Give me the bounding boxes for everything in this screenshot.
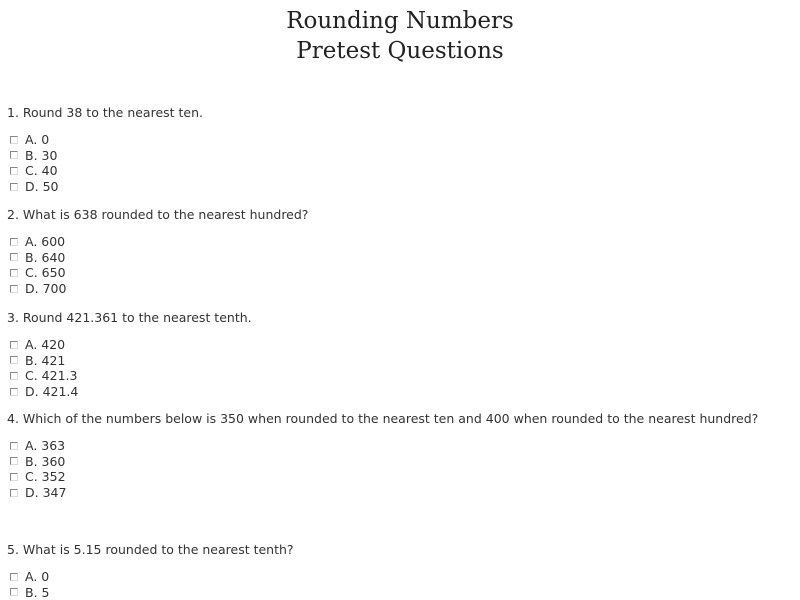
checkbox-icon[interactable] <box>10 573 18 581</box>
question-text: 2. What is 638 rounded to the nearest hundred? <box>7 207 309 222</box>
option-label: A. 420 <box>25 337 66 352</box>
checkbox-icon[interactable] <box>10 341 18 349</box>
checkbox-icon[interactable] <box>10 183 18 191</box>
answer-option[interactable] <box>7 454 787 470</box>
option-label: D. 700 <box>25 280 67 296</box>
option-label: D. 421.4 <box>25 383 79 399</box>
answer-option[interactable] <box>7 337 787 353</box>
answer-option[interactable] <box>7 265 787 281</box>
option-label: C. 421.3 <box>25 368 78 384</box>
option-label: A. 363 <box>25 438 66 453</box>
question-4 <box>7 411 787 500</box>
checkbox-icon[interactable] <box>10 473 18 481</box>
question-5 <box>7 542 787 600</box>
title-line-1: Rounding Numbers <box>286 8 514 34</box>
option-label: A. 0 <box>25 569 50 584</box>
title-line-2: Pretest Questions <box>296 38 504 64</box>
answer-option[interactable] <box>7 569 787 585</box>
answer-option[interactable] <box>7 163 787 179</box>
answer-option[interactable] <box>7 485 787 501</box>
checkbox-icon[interactable] <box>10 253 18 261</box>
option-label: B. 640 <box>25 249 66 265</box>
checkbox-icon[interactable] <box>10 238 18 246</box>
answer-options <box>7 438 787 500</box>
question-text: 5. What is 5.15 rounded to the nearest tenth? <box>7 542 294 557</box>
checkbox-icon[interactable] <box>10 388 18 396</box>
answer-option[interactable] <box>7 281 787 297</box>
checkbox-icon[interactable] <box>10 588 18 596</box>
option-label: D. 347 <box>25 484 67 500</box>
question-2 <box>7 207 787 296</box>
option-label: A. 0 <box>25 132 50 147</box>
question-text: 1. Round 38 to the nearest ten. <box>7 105 204 120</box>
answer-option[interactable] <box>7 384 787 400</box>
answer-option[interactable] <box>7 438 787 454</box>
option-label: A. 600 <box>25 234 66 249</box>
answer-option[interactable] <box>7 132 787 148</box>
checkbox-icon[interactable] <box>10 167 18 175</box>
checkbox-icon[interactable] <box>10 285 18 293</box>
option-label: C. 352 <box>25 469 66 485</box>
answer-option[interactable] <box>7 250 787 266</box>
option-label: C. 650 <box>25 265 66 281</box>
question-3 <box>7 310 787 399</box>
answer-option[interactable] <box>7 148 787 164</box>
answer-option[interactable] <box>7 469 787 485</box>
answer-option[interactable] <box>7 353 787 369</box>
checkbox-icon[interactable] <box>10 269 18 277</box>
option-label: B. 421 <box>25 352 66 368</box>
question-1 <box>7 105 787 194</box>
option-label: B. 360 <box>25 453 66 469</box>
checkbox-icon[interactable] <box>10 489 18 497</box>
answer-option[interactable] <box>7 585 787 600</box>
page-title <box>0 6 800 66</box>
answer-options <box>7 234 787 296</box>
checkbox-icon[interactable] <box>10 442 18 450</box>
checkbox-icon[interactable] <box>10 372 18 380</box>
option-label: C. 40 <box>25 163 58 179</box>
option-label: B. 5 <box>25 584 50 600</box>
option-label: B. 30 <box>25 147 58 163</box>
option-label: D. 50 <box>25 178 59 194</box>
answer-options <box>7 337 787 399</box>
question-text: 3. Round 421.361 to the nearest tenth. <box>7 310 252 325</box>
answer-option[interactable] <box>7 179 787 195</box>
question-text: 4. Which of the numbers below is 350 when rounded to the nearest ten and 400 when rounded to the nearest hundred? <box>7 411 759 426</box>
checkbox-icon[interactable] <box>10 457 18 465</box>
checkbox-icon[interactable] <box>10 136 18 144</box>
answer-options <box>7 132 787 194</box>
answer-option[interactable] <box>7 368 787 384</box>
checkbox-icon[interactable] <box>10 151 18 159</box>
answer-option[interactable] <box>7 234 787 250</box>
answer-options <box>7 569 787 600</box>
checkbox-icon[interactable] <box>10 356 18 364</box>
